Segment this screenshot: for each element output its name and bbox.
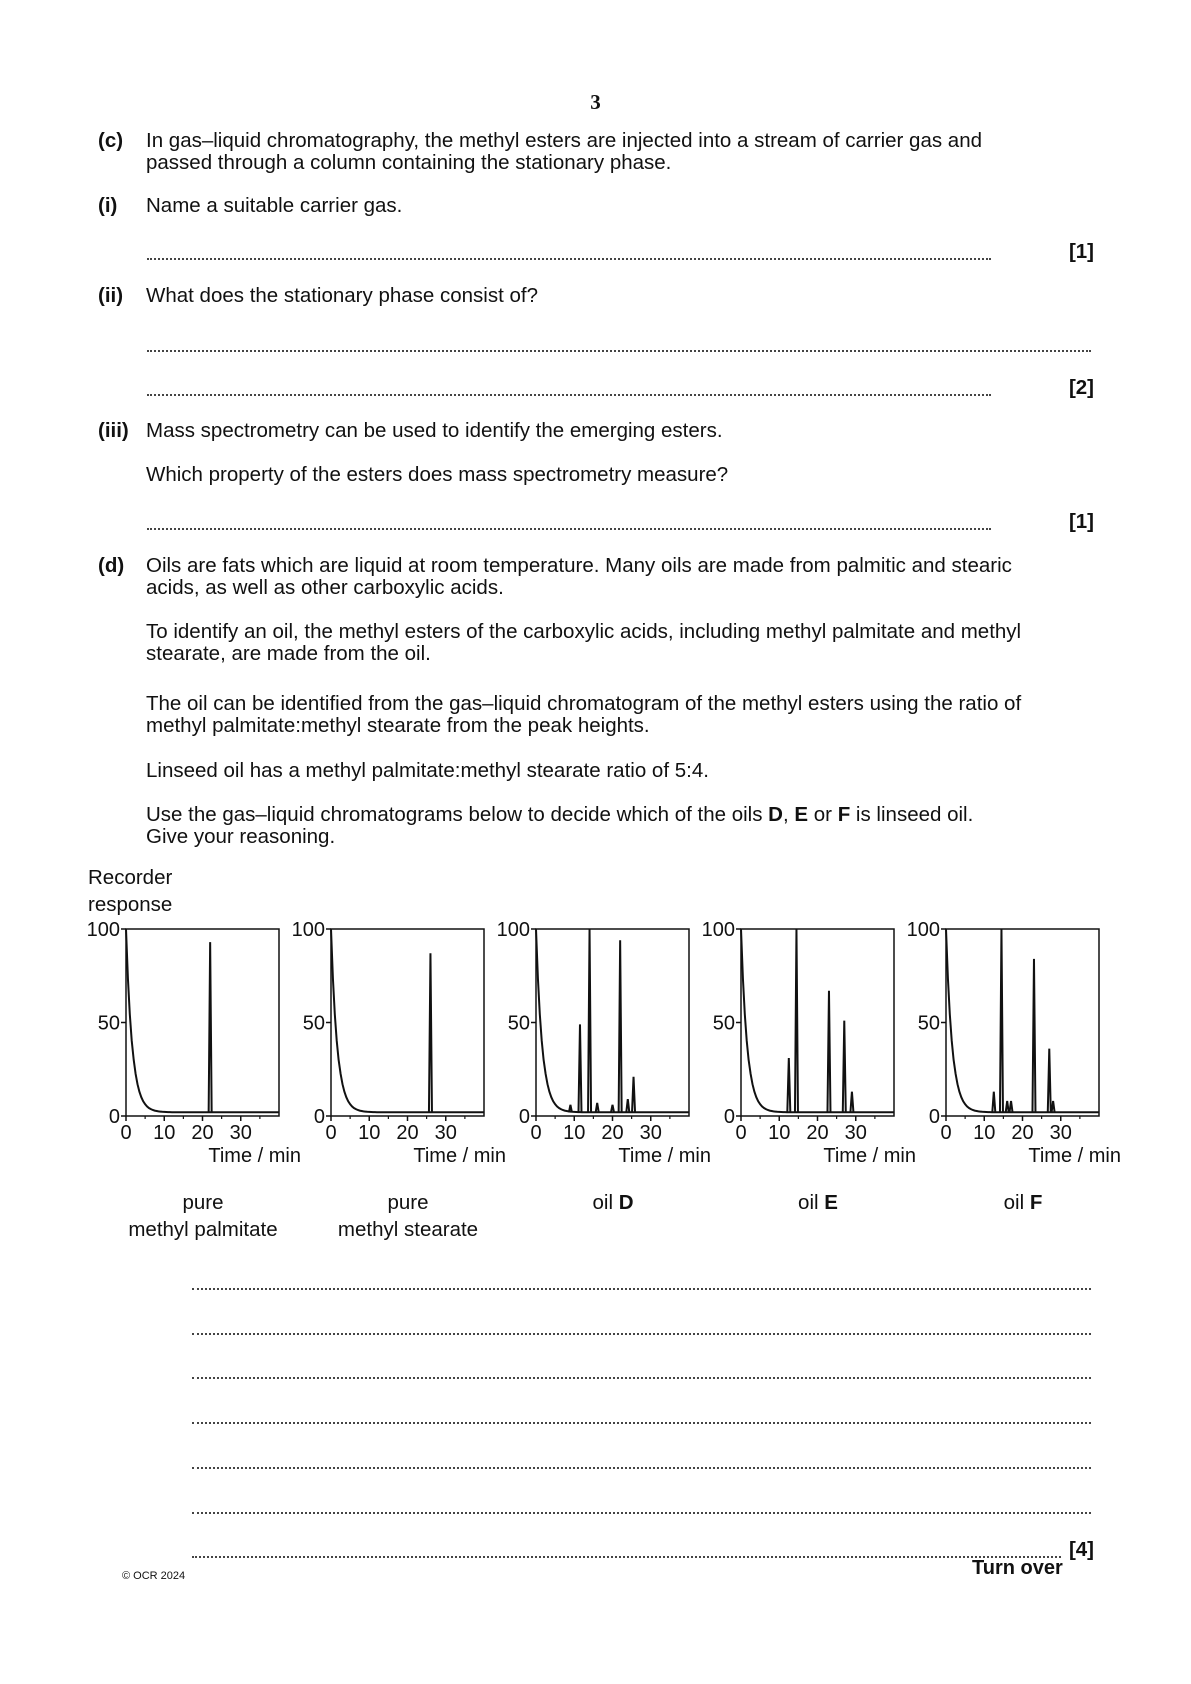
- chart-4-xtick-label-20: 20: [1011, 1122, 1034, 1144]
- answer-line-d-3[interactable]: [192, 1357, 1091, 1379]
- part-d-p3-l1: The oil can be identified from the gas–liquid chromatogram of the methyl esters using the ratio of: [146, 692, 1022, 715]
- part-d-p5-l2: Give your reasoning.: [146, 825, 336, 848]
- y-axis-label-line2: response: [88, 893, 173, 916]
- chart-2-peak-7: [632, 1077, 635, 1113]
- chart-2-xtick-label-20: 20: [601, 1122, 624, 1144]
- part-c-label: (c): [98, 129, 124, 152]
- chart-4-peak-1: [1000, 929, 1003, 1112]
- chart-0-xlabel: Time / min: [208, 1145, 301, 1167]
- chart-0-ytick-label-100: 100: [86, 919, 120, 941]
- chart-2-peak-5: [619, 940, 622, 1112]
- chart-3-peak-3: [843, 1021, 846, 1113]
- chart-3-baseline: [741, 929, 894, 1112]
- p5-text-a: Use the gas–liquid chromatograms below to decide which of the oils: [146, 803, 769, 826]
- chart-4-xtick-label-30: 30: [1049, 1122, 1072, 1144]
- mark-c-i: [1]: [1068, 240, 1094, 263]
- oil-E-ref: E: [794, 803, 809, 826]
- part-d-p1-l1: Oils are fats which are liquid at room temperature. Many oils are made from palmitic and stearic: [146, 554, 1012, 577]
- chart-3-xlabel: Time / min: [823, 1145, 916, 1167]
- y-axis-label-line1: Recorder: [88, 866, 173, 889]
- chart-0-frame: [126, 929, 279, 1116]
- chart-2-xtick-label-30: 30: [639, 1122, 662, 1144]
- caption-methyl-stearate: [308, 1189, 508, 1243]
- chart-0-ytick-label-50: 50: [97, 1012, 120, 1035]
- part-c-iii-label: (iii): [98, 419, 129, 442]
- caption-oil-E: [718, 1189, 918, 1216]
- answer-line-d-2[interactable]: [192, 1313, 1091, 1335]
- chart-0-peak-0: [209, 942, 212, 1112]
- chart-4-frame: [946, 929, 1099, 1116]
- part-d-p4: Linseed oil has a methyl palmitate:methyl stearate ratio of 5:4.: [146, 759, 709, 782]
- page-number: 3: [590, 90, 601, 114]
- chart-2-peak-6: [626, 1099, 629, 1112]
- chart-1-baseline: [331, 929, 484, 1112]
- oil-F-ref: F: [837, 803, 851, 826]
- chart-0-baseline: [126, 929, 279, 1112]
- chart-2-ytick-label-0: 0: [518, 1106, 530, 1128]
- part-c-line1: In gas–liquid chromatography, the methyl esters are injected into a stream of carrier gas and: [146, 129, 982, 152]
- answer-line-d-5[interactable]: [192, 1447, 1091, 1469]
- chart-2-peak-2: [588, 929, 591, 1112]
- chart-4-ytick-label-0: 0: [928, 1106, 940, 1128]
- chart-4-xtick-label-0: 0: [940, 1122, 952, 1144]
- chart-3-ytick-label-50: 50: [712, 1012, 735, 1035]
- chart-3-xtick-label-20: 20: [806, 1122, 829, 1144]
- part-d-label: (d): [98, 554, 125, 577]
- chart-0-ytick-label-0: 0: [108, 1106, 120, 1128]
- chart-3-peak-4: [850, 1092, 853, 1113]
- caption-oil-F: [923, 1189, 1123, 1216]
- chart-4-xtick-label-10: 10: [973, 1122, 996, 1144]
- chart-3-ytick-label-0: 0: [723, 1106, 735, 1128]
- chart-4-xlabel: Time / min: [1028, 1145, 1121, 1167]
- chart-1-ytick-label-0: 0: [313, 1106, 325, 1128]
- chart-0-xtick-label-0: 0: [120, 1122, 132, 1144]
- caption-methyl-palmitate: [103, 1189, 303, 1243]
- part-c-i-text: Name a suitable carrier gas.: [146, 194, 403, 217]
- chart-1-xtick-label-20: 20: [396, 1122, 419, 1144]
- chart-2-frame: [536, 929, 689, 1116]
- answer-line-d-1[interactable]: [192, 1268, 1091, 1290]
- chart-3-peak-2: [827, 991, 830, 1113]
- chart-2-baseline: [536, 929, 689, 1112]
- part-d-p1-l2: acids, as well as other carboxylic acids.: [146, 576, 504, 599]
- chart-2-peak-3: [596, 1103, 599, 1112]
- chart-4-peak-5: [1048, 1049, 1051, 1113]
- chart-1-frame: [331, 929, 484, 1116]
- chart-3-xtick-label-30: 30: [844, 1122, 867, 1144]
- part-c-i-label: (i): [98, 194, 118, 217]
- caption-line1: pure: [182, 1191, 224, 1214]
- chart-0-xtick-label-20: 20: [191, 1122, 214, 1144]
- chart-3-xtick-label-0: 0: [735, 1122, 747, 1144]
- answer-line-d-6[interactable]: [192, 1492, 1091, 1514]
- part-d-p2-l2: stearate, are made from the oil.: [146, 642, 431, 665]
- mark-d: [4]: [1068, 1538, 1094, 1561]
- chart-4-ytick-label-100: 100: [906, 919, 940, 941]
- chart-1-ytick-label-100: 100: [291, 919, 325, 941]
- chart-4-peak-3: [1010, 1101, 1013, 1112]
- p5-or: or: [808, 803, 838, 826]
- caption-line2: methyl stearate: [337, 1218, 479, 1241]
- chart-3-xtick-label-10: 10: [768, 1122, 791, 1144]
- caption-oil-letter: F: [1029, 1191, 1043, 1214]
- caption-oil-D: [513, 1189, 713, 1216]
- answer-line-d-7[interactable]: [192, 1536, 1061, 1558]
- chart-2-ytick-label-50: 50: [507, 1012, 530, 1035]
- caption-oil-letter: D: [618, 1191, 634, 1214]
- mark-c-ii: [2]: [1068, 376, 1094, 399]
- chart-3-peak-0: [787, 1058, 790, 1112]
- part-c-ii-text: What does the stationary phase consist of?: [146, 284, 539, 307]
- part-c-iii-text2: Which property of the esters does mass spectrometry measure?: [146, 463, 729, 486]
- chart-4-peak-6: [1052, 1101, 1055, 1112]
- chart-3-ytick-label-100: 100: [701, 919, 735, 941]
- chart-4-peak-2: [1006, 1101, 1009, 1112]
- p5-sep: ,: [782, 803, 795, 826]
- chart-3-peak-1: [795, 929, 798, 1112]
- chart-4-baseline: [946, 929, 1099, 1112]
- chart-1-xtick-label-10: 10: [358, 1122, 381, 1144]
- part-d-p2-l1: To identify an oil, the methyl esters of the carboxylic acids, including methyl palmitate and methyl: [146, 620, 1022, 643]
- caption-line1: pure: [387, 1191, 429, 1214]
- copyright: © OCR 2024: [122, 1570, 186, 1582]
- chart-2-peak-4: [611, 1105, 614, 1112]
- part-d-p3-l2: methyl palmitate:methyl stearate from the peak heights.: [146, 714, 650, 737]
- chart-4-peak-0: [992, 1092, 995, 1113]
- chart-2-peak-1: [578, 1024, 581, 1112]
- chart-3-frame: [741, 929, 894, 1116]
- caption-oil-letter: E: [824, 1191, 838, 1214]
- chart-2-xlabel: Time / min: [618, 1145, 711, 1167]
- chart-1-xtick-label-0: 0: [325, 1122, 337, 1144]
- chart-0-xtick-label-30: 30: [229, 1122, 252, 1144]
- caption-line2: methyl palmitate: [128, 1218, 278, 1241]
- mark-c-iii: [1]: [1068, 510, 1094, 533]
- answer-line-d-4[interactable]: [192, 1402, 1091, 1424]
- part-c-line2: passed through a column containing the stationary phase.: [146, 151, 672, 174]
- part-c-iii-text1: Mass spectrometry can be used to identify the emerging esters.: [146, 419, 723, 442]
- part-c-ii-label: (ii): [98, 284, 124, 307]
- caption-oil-word: oil: [798, 1191, 825, 1214]
- chart-4-ytick-label-50: 50: [917, 1012, 940, 1035]
- chart-2-ytick-label-100: 100: [496, 919, 530, 941]
- p5-text-b: is linseed oil.: [850, 803, 974, 826]
- chart-0-xtick-label-10: 10: [153, 1122, 176, 1144]
- chart-1-xlabel: Time / min: [413, 1145, 506, 1167]
- chart-2-xtick-label-0: 0: [530, 1122, 542, 1144]
- turn-over: Turn over: [972, 1557, 1063, 1579]
- chart-2-xtick-label-10: 10: [563, 1122, 586, 1144]
- caption-oil-word: oil: [1003, 1191, 1030, 1214]
- oil-D-ref: D: [768, 803, 783, 826]
- caption-oil-word: oil: [592, 1191, 619, 1214]
- chart-1-xtick-label-30: 30: [434, 1122, 457, 1144]
- chart-4-peak-4: [1032, 959, 1035, 1112]
- chart-1-peak-0: [429, 953, 432, 1112]
- chart-1-ytick-label-50: 50: [302, 1012, 325, 1035]
